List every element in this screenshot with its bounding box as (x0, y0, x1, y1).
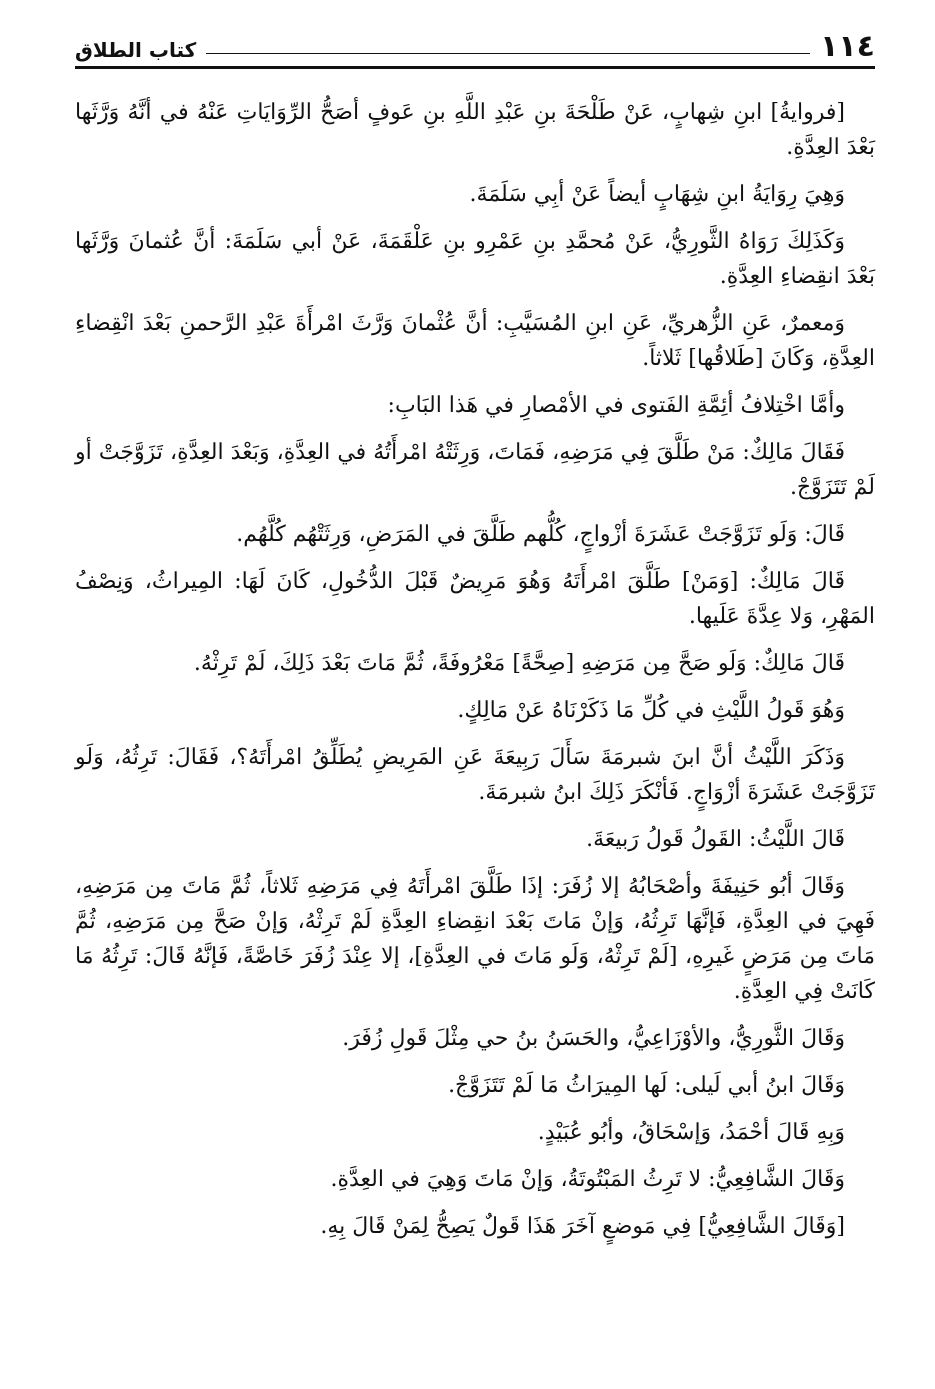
paragraph: وَقَالَ أبُو حَنِيفَةَ وأصْحَابُهُ إلا زُفَرَ: إذَا طَلَّقَ امْرأَتَهُ فِي مَرَضِهِ ثَلاثاً، ثُمَّ مَاتَ مِن مَرَضِهِ، فَهِيَ في العِدَّةِ، فَإنَّهَا تَرِثُهُ، وَإنْ مَاتَ بَعْدَ انقِضاءِ العِدَّةِ لَمْ تَرِثْهُ، وَإنْ صَحَّ مِن مَرَضِهِ، ثُمَّ مَاتَ مِن مَرَضٍ غَيرِهِ، [لَمْ تَرِثْهُ، وَلَو مَاتَ في العِدَّةِ]، إلا عِنْدَ زُفَرَ خَاصَّةً، فَإنَّهُ قَالَ: تَرِثُهُ مَا كَانَتْ فِي العِدَّةِ. (75, 874, 875, 1004)
paragraph: وَكَذَلِكَ رَوَاهُ الثَّورِيُّ، عَنْ مُحمَّدِ بنِ عَمْرِو بنِ عَلْقَمَةَ، عَنْ أبي سَلَمَةَ: أنَّ عُثمانَ وَرَّثَها بَعْدَ انقِضاءِ العِدَّةِ. (75, 229, 875, 289)
paragraph: وَذَكَرَ اللَّيْثُ أنَّ ابنَ شبرمَةَ سَأَلَ رَبِيعَةَ عَنِ المَرِيضِ يُطَلِّقُ امْرأَتَهُ؟، فَقَالَ: تَرِثُهُ، وَلَو تَزَوَّجَتْ عَشَرَةَ أزْوَاجٍ. فَأنْكَرَ ذَلِكَ ابنُ شبرمَةَ. (75, 745, 875, 805)
paragraph: وَبِهِ قَالَ أحْمَدُ، وَإسْحَاقُ، وأبُو عُبَيْدٍ. (537, 1120, 845, 1145)
paragraph: وَهِيَ رِوَايَةُ ابنِ شِهَابٍ أيضاً عَنْ أبِي سَلَمَةَ. (469, 182, 845, 207)
page-body (75, 95, 875, 1244)
paragraph: قَالَ اللَّيْثُ: القَولُ قَولُ رَبيعَةَ. (586, 827, 845, 852)
paragraph: قَالَ مَالِكٌ: وَلَو صَحَّ مِن مَرَضِهِ [صِحَّةً] مَعْرُوفَةً، ثُمَّ مَاتَ بَعْدَ ذَلِكَ، لَمْ تَرِثْهُ. (193, 651, 845, 676)
header-rule (206, 53, 810, 54)
paragraph: وأمَّا اخْتِلافُ أئِمَّةِ الفَتوى في الأمْصارِ في هَذا البَابِ: (387, 393, 845, 418)
paragraph: وَمعمرٌ، عَنِ الزُّهريِّ، عَنِ ابنِ المُسَيَّبِ: أنَّ عُثْمانَ وَرَّثَ امْرأَةَ عَبْدِ الرَّحمنِ بَعْدَ انْقِضاءِ العِدَّةِ، وَكَانَ [طَلاقُها] ثَلاثاً. (75, 311, 875, 371)
page-header (75, 28, 875, 69)
paragraph: وَقَالَ الثَّورِيُّ، والأوْزَاعِيُّ، والحَسَنُ بنُ حي مِثْلَ قَولِ زُفَرَ. (342, 1026, 845, 1051)
book-page (75, 28, 875, 1368)
paragraph: وَقَالَ الشَّافِعِيُّ: لا تَرِثُ المَبْتُوتَةُ، وَإنْ مَاتَ وَهِيَ في العِدَّةِ. (330, 1167, 845, 1192)
paragraph: وَهُوَ قَولُ اللَّيْثِ في كُلِّ مَا ذَكَرْنَاهُ عَنْ مَالِكٍ. (457, 698, 845, 723)
paragraph: [فروايةُ] ابنِ شِهابٍ، عَنْ طَلْحَةَ بنِ عَبْدِ اللَّهِ بنِ عَوفٍ أصَحُّ الرِّوَايَاتِ عَنْهُ في أنَّهُ وَرَّثَها بَعْدَ العِدَّةِ. (75, 100, 875, 160)
page-number: ١١٤ (820, 29, 875, 64)
running-title: كتاب الطلاق (75, 38, 197, 62)
paragraph: قَالَ: وَلَو تَزَوَّجَتْ عَشَرَةَ أزْواجٍ، كُلُّهم طَلَّقَ في المَرَضِ، وَرِثَتْهُم كُلَّهُم. (236, 522, 845, 547)
paragraph: [وَقَالَ الشَّافِعِيُّ] فِي مَوضعٍ آخَرَ هَذَا قَولٌ يَصِحُّ لِمَنْ قَالَ بِهِ. (320, 1214, 845, 1239)
paragraph: قَالَ مَالِكٌ: [وَمَنْ] طَلَّقَ امْرأَتَهُ وَهُوَ مَرِيضٌ قَبْلَ الدُّخُولِ، كَانَ لَهَا: المِيراثُ، وَنِصْفُ المَهْرِ، وَلا عِدَّةَ عَلَيها. (75, 569, 875, 629)
paragraph: وَقَالَ ابنُ أبي لَيلى: لَها المِيرَاثُ مَا لَمْ تَتَزَوَّجْ. (448, 1073, 845, 1098)
paragraph: فَقَالَ مَالِكٌ: مَنْ طَلَّقَ فِي مَرَضِهِ، فَمَاتَ، وَرِثَتْهُ امْرأَتُهُ في العِدَّةِ، وَبَعْدَ العِدَّةِ، تَزَوَّجَتْ أو لَمْ تَتَزَوَّجْ. (75, 440, 875, 500)
